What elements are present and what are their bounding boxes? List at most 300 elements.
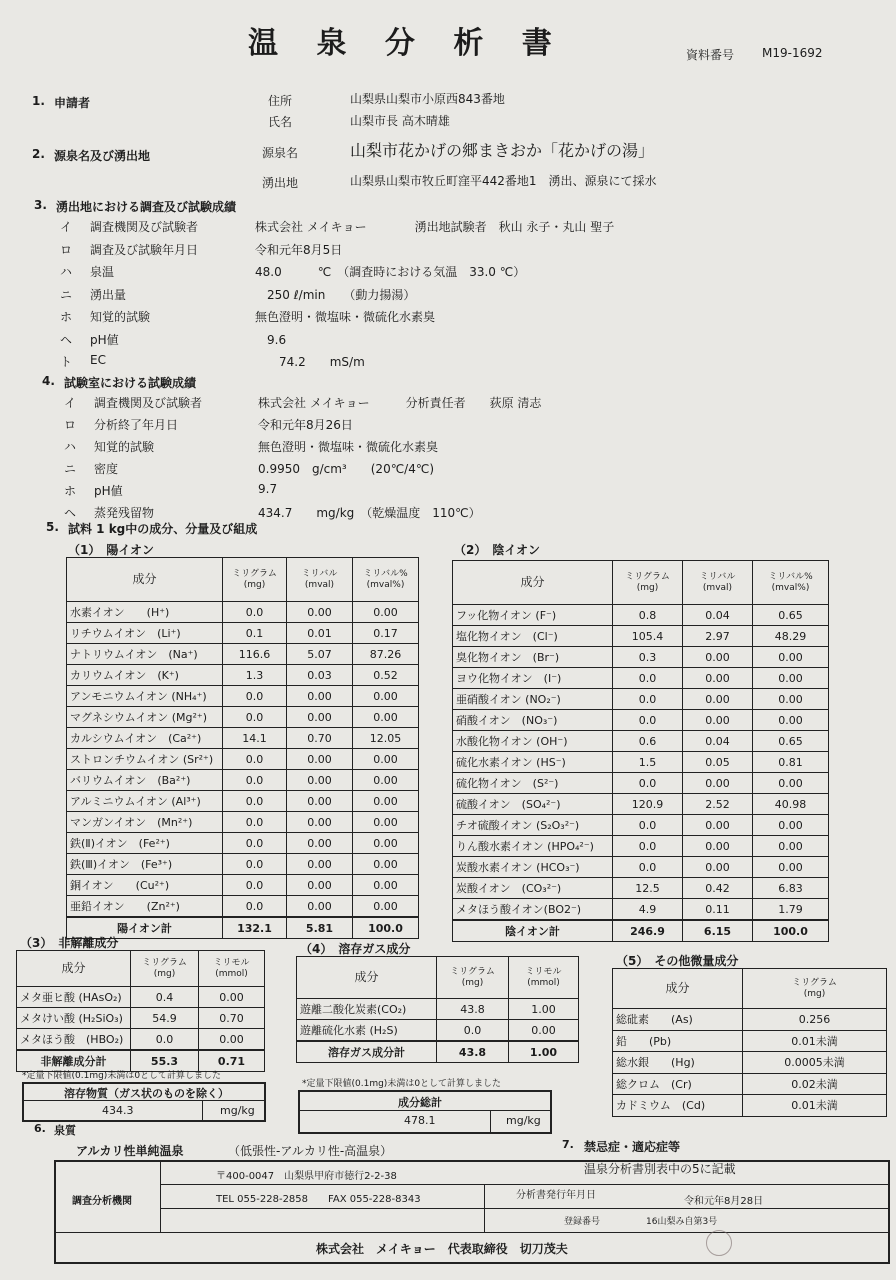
gas-title: （4） 溶存ガス成分 (300, 942, 411, 956)
anion-value-cell: 0.42 (683, 878, 753, 899)
anion-value-cell: 2.52 (683, 794, 753, 815)
org-phone: TEL 055-228-2858 FAX 055-228-8343 (216, 1194, 421, 1205)
gas-value-cell: 43.8 (437, 999, 509, 1020)
s4-row-label: 分析終了年月日 (94, 418, 179, 432)
table-row (453, 752, 829, 773)
anion-value-cell: 0.0 (613, 857, 683, 878)
anion-value-cell: 0.00 (753, 836, 829, 857)
cation-component-cell: 亜鉛イオン (Zn²⁺) (67, 896, 223, 918)
dissolved-unit: mg/kg (220, 1104, 255, 1117)
cation-value-cell: 0.0 (223, 791, 287, 812)
cation-table (66, 557, 419, 939)
table-row (67, 875, 419, 896)
anion-value-cell: 0.00 (683, 668, 753, 689)
anion-value-cell: 0.00 (683, 647, 753, 668)
nondiss-component-cell: メタけい酸 (H₂SiO₃) (17, 1008, 131, 1029)
s4-row-label: 知覚的試験 (94, 440, 155, 454)
nondiss-title: （3） 非解離成分 (20, 936, 119, 950)
nondiss-component-cell: メタ亜ヒ酸 (HAsO₂) (17, 987, 131, 1008)
other-header-component: 成分 (613, 969, 743, 1009)
anion-component-cell: フッ化物イオン (F⁻) (453, 605, 613, 626)
s3-row-label: 泉温 (90, 265, 115, 279)
s2-loc-label: 湧出地 (262, 176, 299, 190)
spring-quality: アルカリ性単純温泉 (76, 1144, 184, 1158)
anion-component-cell: 亜硝酸イオン (NO₂⁻) (453, 689, 613, 710)
s4-row-key: イ (64, 396, 77, 410)
anion-title: （2） 陰イオン (454, 543, 540, 557)
nondiss-table (16, 950, 265, 1072)
table-row (453, 605, 829, 626)
anion-value-cell: 0.00 (683, 773, 753, 794)
anion-value-cell: 0.00 (753, 857, 829, 878)
anion-value-cell: 0.00 (753, 689, 829, 710)
cation-value-cell: 116.6 (223, 644, 287, 665)
s1-addr-label: 住所 (268, 94, 293, 108)
gas-value-cell: 1.00 (509, 999, 579, 1020)
s3-row-key: ロ (60, 242, 73, 257)
cation-title: （1） 陽イオン (68, 543, 154, 557)
cation-value-cell: 0.00 (353, 770, 419, 791)
s3-row-key: イ (60, 220, 73, 234)
s3-row-label: 知覚的試験 (90, 310, 151, 324)
cation-value-cell: 0.0 (223, 812, 287, 833)
s3-title: 湧出地における調査及び試験成績 (56, 200, 237, 214)
s4-row-value: 0.9950 g/cm³ (20℃/4℃) (258, 462, 435, 476)
s6-num: 6. (34, 1122, 46, 1135)
table-row (67, 770, 419, 791)
s4-row-label: 密度 (94, 462, 119, 476)
stamp-seal (706, 1230, 732, 1256)
total-value: 478.1 (404, 1114, 436, 1127)
anion-value-cell: 0.0 (613, 689, 683, 710)
s4-row-label: pH値 (94, 484, 123, 498)
cation-total-label: 陽イオン計 (67, 917, 223, 939)
s4-row-value: 434.7 mg/kg （乾燥温度 110℃） (258, 506, 481, 520)
table-row (17, 987, 265, 1008)
cation-value-cell: 1.3 (223, 665, 287, 686)
s2-src: 山梨市花かげの郷まきおか「花かげの湯」 (350, 141, 655, 160)
org-postal: 〒400-0047 山梨県甲府市徳行2-2-38 (216, 1171, 397, 1182)
cation-component-cell: カルシウムイオン (Ca²⁺) (67, 728, 223, 749)
anion-header-mvalpct: ミリバル% (mval%) (753, 561, 829, 605)
cation-value-cell: 0.00 (287, 812, 353, 833)
cation-value-cell: 0.00 (353, 749, 419, 770)
anion-value-cell: 0.00 (753, 773, 829, 794)
anion-value-cell: 1.79 (753, 899, 829, 921)
cation-component-cell: リチウムイオン (Li⁺) (67, 623, 223, 644)
cation-value-cell: 0.00 (287, 791, 353, 812)
s2-src-label: 源泉名 (262, 146, 299, 160)
footer-box (54, 1160, 890, 1264)
other-component-cell: 総水銀 (Hg) (613, 1052, 743, 1074)
cation-value-cell: 12.05 (353, 728, 419, 749)
anion-value-cell: 0.3 (613, 647, 683, 668)
table-row (67, 854, 419, 875)
gas-total-value: 43.8 (437, 1041, 509, 1063)
cation-value-cell: 0.00 (287, 770, 353, 791)
table-row (613, 1009, 887, 1031)
cation-component-cell: カリウムイオン (K⁺) (67, 665, 223, 686)
table-row (67, 728, 419, 749)
table-row (67, 623, 419, 644)
s2-num: 2. (32, 147, 45, 161)
anion-value-cell: 0.00 (753, 647, 829, 668)
s4-title: 試験室における試験成績 (64, 376, 197, 390)
other-component-cell: 総砒素 (As) (613, 1009, 743, 1031)
anion-value-cell: 0.00 (683, 689, 753, 710)
cation-component-cell: マンガンイオン (Mn²⁺) (67, 812, 223, 833)
table-row (67, 833, 419, 854)
table-row (613, 1030, 887, 1052)
s3-row-key: ホ (60, 310, 73, 324)
s5-title: 試料 1 kg中の成分、分量及び組成 (68, 522, 258, 536)
cation-value-cell: 0.0 (223, 875, 287, 896)
nondiss-value-cell: 0.0 (131, 1029, 199, 1051)
cation-header-component: 成分 (67, 558, 223, 602)
anion-value-cell: 6.83 (753, 878, 829, 899)
cation-component-cell: ナトリウムイオン (Na⁺) (67, 644, 223, 665)
anion-total-value: 6.15 (683, 920, 753, 942)
s3-row-label: 調査機関及び試験者 (90, 220, 199, 234)
dissolved-label: 溶存物質（ガス状のものを除く） (64, 1087, 229, 1100)
s4-row-label: 調査機関及び試験者 (94, 396, 203, 410)
s2-title: 源泉名及び湧出地 (54, 149, 151, 163)
cation-value-cell: 0.00 (353, 812, 419, 833)
s5-num: 5. (46, 520, 59, 534)
anion-value-cell: 1.5 (613, 752, 683, 773)
cation-value-cell: 0.00 (353, 707, 419, 728)
nondiss-header-component: 成分 (17, 951, 131, 987)
other-title: （5） その他微量成分 (616, 954, 739, 968)
cation-value-cell: 0.00 (287, 896, 353, 918)
nondiss-component-cell: メタほう酸 (HBO₂) (17, 1029, 131, 1051)
ref-number: M19-1692 (762, 46, 823, 60)
total-box (298, 1090, 552, 1134)
nondiss-value-cell: 0.00 (199, 987, 265, 1008)
company-name: 株式会社 メイキョー 代表取締役 切刀茂夫 (316, 1242, 568, 1256)
gas-note: *定量下限値(0.1mg)未満は0として計算しました (302, 1079, 502, 1089)
s3-row-label: 湧出量 (90, 287, 127, 302)
s3-row-value: 74.2 mS/m (255, 355, 365, 369)
anion-value-cell: 0.00 (683, 857, 753, 878)
cation-component-cell: 鉄(Ⅱ)イオン (Fe²⁺) (67, 833, 223, 854)
cation-total-value: 132.1 (223, 917, 287, 939)
table-row (67, 644, 419, 665)
cation-header-mval: ミリバル (mval) (287, 558, 353, 602)
table-row (17, 1008, 265, 1029)
reg-value: 16山梨み自第3号 (646, 1217, 718, 1227)
anion-value-cell: 0.0 (613, 710, 683, 731)
cation-component-cell: ストロンチウムイオン (Sr²⁺) (67, 749, 223, 770)
cation-value-cell: 0.03 (287, 665, 353, 686)
s4-row-value: 9.7 (258, 482, 278, 496)
anion-value-cell: 4.9 (613, 899, 683, 921)
s4-row-value: 株式会社 メイキョー 分析責任者 荻原 清志 (258, 396, 542, 410)
nondiss-note: *定量下限値(0.1mg)未満は0として計算しました (22, 1071, 222, 1081)
s4-row-label: 蒸発残留物 (94, 506, 155, 520)
s4-row-value: 令和元年8月26日 (258, 418, 353, 432)
table-row (297, 1020, 579, 1042)
cation-total-row (67, 917, 419, 939)
cation-component-cell: アルミニウムイオン (Al³⁺) (67, 791, 223, 812)
anion-component-cell: 硝酸イオン (NO₃⁻) (453, 710, 613, 731)
gas-value-cell: 0.0 (437, 1020, 509, 1042)
s4-row-key: ニ (64, 462, 77, 476)
dissolved-value: 434.3 (102, 1104, 134, 1117)
anion-component-cell: 硫化物イオン (S²⁻) (453, 773, 613, 794)
nondiss-header-mmol: ミリモル (mmol) (199, 951, 265, 987)
s3-row-key: ヘ (60, 332, 73, 347)
other-component-cell: 総クロム (Cr) (613, 1073, 743, 1095)
anion-component-cell: 水酸化物イオン (OH⁻) (453, 731, 613, 752)
s3-row-value: 無色澄明・微塩味・微硫化水素臭 (255, 310, 436, 324)
cation-header-mvalpct: ミリバル% (mval%) (353, 558, 419, 602)
table-row (453, 836, 829, 857)
table-row (453, 794, 829, 815)
nondiss-header-mg: ミリグラム (mg) (131, 951, 199, 987)
anion-value-cell: 0.0 (613, 815, 683, 836)
gas-header-mg: ミリグラム (mg) (437, 957, 509, 999)
table-row (17, 1029, 265, 1051)
anion-component-cell: チオ硫酸イオン (S₂O₃²⁻) (453, 815, 613, 836)
anion-value-cell: 0.04 (683, 731, 753, 752)
anion-component-cell: りん酸水素イオン (HPO₄²⁻) (453, 836, 613, 857)
s4-row-key: ハ (64, 440, 77, 454)
cation-value-cell: 0.0 (223, 896, 287, 918)
s7-num: 7. (562, 1138, 574, 1151)
anion-value-cell: 0.65 (753, 731, 829, 752)
anion-header-mval: ミリバル (mval) (683, 561, 753, 605)
anion-value-cell: 0.04 (683, 605, 753, 626)
cation-value-cell: 0.1 (223, 623, 287, 644)
cation-component-cell: 水素イオン (H⁺) (67, 602, 223, 623)
cation-value-cell: 0.00 (353, 875, 419, 896)
s3-row-key: ニ (60, 287, 73, 302)
anion-value-cell: 12.5 (613, 878, 683, 899)
s1-name-label: 氏名 (268, 115, 293, 129)
s1-num: 1. (32, 94, 45, 108)
table-row (453, 689, 829, 710)
anion-total-value: 100.0 (753, 920, 829, 942)
s4-row-key: ホ (64, 484, 77, 498)
s1-title: 申請者 (54, 96, 91, 110)
table-row (453, 647, 829, 668)
anion-component-cell: 硫化水素イオン (HS⁻) (453, 752, 613, 773)
other-component-cell: 鉛 (Pb) (613, 1030, 743, 1052)
cation-value-cell: 0.00 (353, 602, 419, 623)
anion-value-cell: 0.00 (683, 836, 753, 857)
anion-value-cell: 0.81 (753, 752, 829, 773)
s3-row-value: 250 ℓ/min （動力揚湯） (255, 287, 416, 302)
cation-value-cell: 0.00 (287, 707, 353, 728)
s3-row-value: 9.6 (255, 332, 287, 347)
cation-component-cell: バリウムイオン (Ba²⁺) (67, 770, 223, 791)
anion-value-cell: 2.97 (683, 626, 753, 647)
cation-value-cell: 0.00 (287, 749, 353, 770)
table-row (613, 1052, 887, 1074)
cation-value-cell: 0.00 (353, 896, 419, 918)
table-row (67, 896, 419, 918)
anion-component-cell: 臭化物イオン (Br⁻) (453, 647, 613, 668)
cation-value-cell: 5.07 (287, 644, 353, 665)
anion-value-cell: 0.00 (753, 815, 829, 836)
s3-row-key: ハ (60, 265, 73, 279)
table-row (453, 710, 829, 731)
total-label: 成分総計 (398, 1096, 442, 1109)
anion-value-cell: 0.0 (613, 836, 683, 857)
cation-value-cell: 87.26 (353, 644, 419, 665)
cation-value-cell: 0.00 (353, 791, 419, 812)
gas-total-label: 溶存ガス成分計 (297, 1041, 437, 1063)
cation-component-cell: マグネシウムイオン (Mg²⁺) (67, 707, 223, 728)
nondiss-total-value: 0.71 (199, 1050, 265, 1072)
s4-num: 4. (42, 374, 55, 388)
table-row (453, 857, 829, 878)
table-row (67, 749, 419, 770)
nondiss-value-cell: 0.4 (131, 987, 199, 1008)
anion-header-component: 成分 (453, 561, 613, 605)
anion-table (452, 560, 829, 942)
cation-value-cell: 0.0 (223, 749, 287, 770)
other-value-cell: 0.01未満 (743, 1095, 887, 1117)
anion-value-cell: 0.8 (613, 605, 683, 626)
cation-value-cell: 0.00 (287, 833, 353, 854)
nondiss-value-cell: 0.70 (199, 1008, 265, 1029)
cation-value-cell: 0.00 (353, 686, 419, 707)
other-component-cell: カドミウム (Cd) (613, 1095, 743, 1117)
nondiss-value-cell: 0.00 (199, 1029, 265, 1051)
reg-label: 登録番号 (564, 1217, 601, 1227)
anion-value-cell: 0.0 (613, 773, 683, 794)
anion-component-cell: 炭酸イオン (CO₃²⁻) (453, 878, 613, 899)
gas-value-cell: 0.00 (509, 1020, 579, 1042)
cation-value-cell: 0.0 (223, 854, 287, 875)
cation-component-cell: アンモニウムイオン (NH₄⁺) (67, 686, 223, 707)
dissolved-box (22, 1082, 266, 1122)
gas-header-component: 成分 (297, 957, 437, 999)
table-row (67, 791, 419, 812)
anion-value-cell: 0.0 (613, 668, 683, 689)
table-row (67, 686, 419, 707)
cation-value-cell: 0.00 (287, 602, 353, 623)
anion-value-cell: 0.05 (683, 752, 753, 773)
cation-value-cell: 0.00 (287, 686, 353, 707)
ref-label: 資料番号 (686, 48, 735, 62)
table-row (67, 665, 419, 686)
s3-row-key: ト (60, 355, 73, 369)
cation-value-cell: 0.0 (223, 602, 287, 623)
other-value-cell: 0.0005未満 (743, 1052, 887, 1074)
s3-num: 3. (34, 198, 47, 212)
cation-component-cell: 鉄(Ⅲ)イオン (Fe³⁺) (67, 854, 223, 875)
gas-component-cell: 遊離二酸化炭素(CO₂) (297, 999, 437, 1020)
cation-header-mg: ミリグラム (mg) (223, 558, 287, 602)
table-row (453, 773, 829, 794)
s6-title: 泉質 (54, 1124, 76, 1137)
anion-total-row (453, 920, 829, 942)
table-row (67, 602, 419, 623)
anion-value-cell: 0.11 (683, 899, 753, 921)
cation-component-cell: 銅イオン (Cu²⁺) (67, 875, 223, 896)
anion-value-cell: 105.4 (613, 626, 683, 647)
cation-value-cell: 0.01 (287, 623, 353, 644)
anion-value-cell: 0.65 (753, 605, 829, 626)
issue-date: 令和元年8月28日 (684, 1196, 764, 1207)
total-unit: mg/kg (506, 1114, 541, 1127)
other-value-cell: 0.02未満 (743, 1073, 887, 1095)
cation-value-cell: 0.0 (223, 770, 287, 791)
cation-value-cell: 0.00 (287, 854, 353, 875)
anion-header-mg: ミリグラム (mg) (613, 561, 683, 605)
anion-value-cell: 40.98 (753, 794, 829, 815)
table-row (453, 878, 829, 899)
gas-total-value: 1.00 (509, 1041, 579, 1063)
other-value-cell: 0.256 (743, 1009, 887, 1031)
table-row (453, 626, 829, 647)
gas-component-cell: 遊離硫化水素 (H₂S) (297, 1020, 437, 1042)
s4-row-value: 無色澄明・微塩味・微硫化水素臭 (258, 440, 439, 454)
issue-label: 分析書発行年月日 (516, 1190, 596, 1201)
anion-component-cell: 塩化物イオン (Cl⁻) (453, 626, 613, 647)
s7-text: 温泉分析書別表中の5に記載 (584, 1162, 736, 1176)
table-row (613, 1095, 887, 1117)
cation-value-cell: 0.00 (353, 854, 419, 875)
s3-row-label: 調査及び試験年月日 (90, 242, 199, 257)
anion-value-cell: 0.00 (683, 710, 753, 731)
cation-value-cell: 0.0 (223, 707, 287, 728)
anion-value-cell: 0.00 (683, 815, 753, 836)
anion-component-cell: ヨウ化物イオン (I⁻) (453, 668, 613, 689)
s2-loc: 山梨県山梨市牧丘町窪平442番地1 湧出、源泉にて採水 (350, 174, 657, 188)
other-header-mg: ミリグラム (mg) (743, 969, 887, 1009)
cation-value-cell: 0.0 (223, 686, 287, 707)
gas-header-mmol: ミリモル (mmol) (509, 957, 579, 999)
nondiss-total-label: 非解離成分計 (17, 1050, 131, 1072)
s4-row-key: ロ (64, 418, 77, 432)
table-row (297, 999, 579, 1020)
s3-row-label: pH値 (90, 332, 119, 347)
other-table (612, 968, 887, 1117)
nondiss-total-value: 55.3 (131, 1050, 199, 1072)
gas-table (296, 956, 579, 1063)
table-row (67, 812, 419, 833)
s4-row-key: ヘ (64, 506, 77, 520)
cation-value-cell: 0.70 (287, 728, 353, 749)
table-row (67, 707, 419, 728)
s3-row-value: 株式会社 メイキョー 湧出地試験者 秋山 永子・丸山 聖子 (255, 220, 615, 234)
org-label: 調査分析機関 (72, 1196, 132, 1207)
table-row (613, 1073, 887, 1095)
cation-value-cell: 0.0 (223, 833, 287, 854)
spring-quality-note: （低張性-アルカリ性-高温泉） (228, 1144, 393, 1158)
other-value-cell: 0.01未満 (743, 1030, 887, 1052)
anion-total-label: 陰イオン計 (453, 920, 613, 942)
nondiss-value-cell: 54.9 (131, 1008, 199, 1029)
document-title: 温 泉 分 析 書 (248, 26, 566, 61)
cation-value-cell: 14.1 (223, 728, 287, 749)
anion-value-cell: 0.00 (753, 668, 829, 689)
anion-value-cell: 48.29 (753, 626, 829, 647)
s1-addr: 山梨県山梨市小原西843番地 (350, 92, 505, 106)
cation-value-cell: 0.00 (353, 833, 419, 854)
table-row (453, 731, 829, 752)
table-row (453, 815, 829, 836)
anion-component-cell: 硫酸イオン (SO₄²⁻) (453, 794, 613, 815)
anion-component-cell: メタほう酸イオン(BO2⁻) (453, 899, 613, 921)
s1-name: 山梨市長 高木晴雄 (350, 114, 450, 128)
anion-value-cell: 0.00 (753, 710, 829, 731)
cation-value-cell: 0.17 (353, 623, 419, 644)
